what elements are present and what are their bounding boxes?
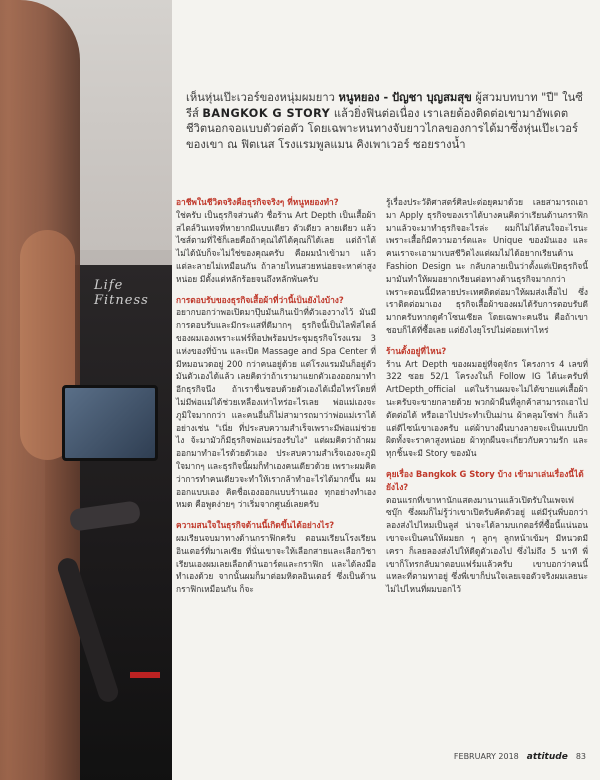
question-heading: ร้านตั้งอยู่ที่ไหน? [386, 345, 447, 356]
page-footer [454, 752, 586, 762]
answer-paragraph: ใช่ครับ เป็นธุรกิจส่วนตัว ชื่อร้าน Art Depth เป็นเสื้อผ้าสไตล์วินเทจที่หายากมีแบบเดียว ตัวเดียว ลายเดียว แล้วไซส์ตามที่ใช้ก็เลยคือถ้าคุณได้ได้คุณก็ได้เลย แต่ถ้าได้ไม่ได้นับก็จะไม่ใช่ของคุณครับ คือผมนำเข้ามา แล้วแต่ละลายไม่เหมือนกัน ถ้าลายไหนสวยหน่อยจะหาค่าสูงหน่อย มีตั้งแต่หลักร้อยจนถึงหลักพันครับ [176, 209, 376, 284]
intro-paragraph [186, 90, 586, 152]
question-heading: คุยเรื่อง Bangkok G Story บ้าง เข้ามาเล่นเรื่องนี้ได้ยังไง? [386, 468, 584, 492]
answer-paragraph: รู้เรื่องประวัติศาสตร์ศิลปะต่อยุคมาด้วย เลยสามารถเอามา Apply ธุรกิจของเราได้บางคนคิดว่าเรียนด้านกราฟิกมาแล้วจะมาทำธุรกิจอะไรล่ะ ผมก็ไม่ได้สนใจอะไรนะเพราะเสื้อก็มีความอาร์ตและ Unique ของมันเอง และคนเราจะเอามาเบสชีวิตไงแต่ผมไม่ได้อยากเรียนด้าน Fashion Design นะ กลับกลายเป็นว่าตั้งแต่เปิดธุรกิจนี้มามันทำให้ผมอยากเรียนต่อทางด้านธุรกิจมากกว่า เพราะตอนนี้มีหลายประเทศติดต่อมาให้ผมส่งเสื้อไป ซึ่งเราติดต่อมาเอง ธุรกิจเสื้อผ้าของผมได้รับการตอบรับดีมากครับหากดูคำโซนเซียล โดยเฉพาะคนจีน คือถ้าเขาชอบก็ได้ที่ซื้อเลย แต่ยังไงยุโรปไม่ค่อยเท่าไหร่ [386, 197, 588, 335]
intro-mid: ผู้สวมบทบาท "ปี" ในซีรีส์ [186, 91, 583, 120]
page-number: 83 [575, 752, 586, 761]
left-column [176, 196, 376, 596]
question-heading: อาชีพในชีวิตจริงคือธุรกิจจริงๆ ที่หนูหยองทำ? [176, 197, 339, 207]
question-heading: การตอบรับของธุรกิจเสื้อผ้าที่ว่านี้เป็นยังไงบ้าง? [176, 294, 344, 305]
intro-rest: แล้วยิ่งฟินต่อเนื่อง เราเลยต้องติดต่อเขามาอัพเดตชีวิตนอกจอแบบตัวต่อตัว โดยเฉพาะหนทางจับยาวไกลของการได้มาซึ่งหุ่นเป๊ะเวอร์ของเขา ณ ฟิตเนส โรงแรมพูลแมน คิงเพาเวอร์ ซอยรางน้ำ [186, 106, 579, 151]
treadmill-photo [0, 0, 172, 780]
magazine-name: attitude [526, 752, 568, 762]
treadmill-console [62, 385, 158, 461]
issue-date: FEBRUARY 2018 [453, 752, 519, 761]
interviewee-name: หนูหยอง - ปัญชา บุญสมสุข [338, 91, 472, 104]
question-heading: ความสนใจในธุรกิจด้านนี้เกิดขึ้นได้อย่างไร? [176, 520, 335, 531]
answer-paragraph: ตอนแรกที่เขาหานักแสดงมานานแล้วเปิดรับในเพจเฟซบุ๊ก ซึ่งผมก็ไม่รู้ว่าเขาเปิดรับคัดตัวอยู่ แต่มีรุ่นพี่บอกว่าลองส่งไปไหมเป็นลูส่ น่าจะได้ลามบเกตอร์ที่ซื้อนี้แน่นอน เขาจะเป็นคนให้ผมยก ๆ ลูกๆ ลูกหน้าเข้มๆ มีหนวดมีเครา ก็เลยลองส่งไปให้ดีดูตัวเองไป ซึ่งไม่ถึง 5 นาที พี่เขาก็โทรกลับมาตอบแฟร์มแล้วครับ เขาบอกว่าคนนี้แหละที่ตามหาอยู่ ซึ่งพี่เขาก็บ่นใจเลยเจอตัวจริงผมเลยนะ ไม่ไปไหนที่ผมบอกไว้ [386, 494, 588, 595]
intro-lead: เห็นหุ่นเป๊ะเวอร์ของหนุ่มผมยาว [186, 91, 335, 104]
answer-paragraph: ร้าน Art Depth ของผมอยู่ที่จตุจักร โครงการ 4 เลขที่ 322 ซอย 52/1 โครงงในก็ Follow IG ได้นะครับที่ ArtDepth_official แต่ในร้านผมจะไม่ได้ขายแค่เสื้อผ้านะครับจะขายกลายด้วย พวกผ้าผืนที่ลูกค้าสามารถเอาไปตัดต่อได้ หรือเอาไปประทำเป็นม่าน ผ้าคลุมโซฟา ก็แล้วแต่ดีไซน์เขาเองครับ แต่ผ้าบางผืนบางลายจะเป็นแบบปักผิดทั้งจะราคาสูงหน่อย ผ้าทุกผืนจะเกี่ยวกับความรัก และทุกชิ้นจะมี Story ของมัน [386, 358, 588, 459]
answer-paragraph: ผมเรียนจบมาทางด้านกราฟิกครับ ตอนมเรียนโรงเรียนอินเตอร์ที่มาเลเซีย ที่นั่นเขาจะให้เลือกสายและเลือกวิชาเรียนเองผมเลยเลือกด้านอาร์ตและกราฟิก และได้ลงมือทำเองด้วย จากนั้นผมก็มาต่อมหิดลอินเตอร์ ซึ่งเป็นด้านกราฟิกเหมือนกัน ก็จะ [176, 532, 376, 595]
right-column [386, 196, 588, 596]
treadmill-brand: Life Fitness [94, 278, 149, 308]
answer-paragraph: อยากบอกว่าพอเปิดมาปุ๊บมันเกินเป้าที่ตัวเองวางไว้ มันมีการตอบรับและมีกระแสที่ดีมากๆ ธุรกิจนี้เป็นไลฟ์สไตล์ของผมเองเพราะแฟร์ท็อปพร้อมประชุมธุรกิจโรงแรม 3 แห่งของที่บ้าน และเปิด Massage and Spa Center ที่มีหมอนวดอยู่ 200 กว่าคนอยู่ด้วย แต่โรงแรมมันก็อยู่ตัวมันตัวเองได้แล้ว เลยคิดว่าถ้าเรามาแยกตัวเองออกมาทำอีกธุรกิจนึง ถ้าเราชื่นชอบด้วยตัวเองได้เมื่อไหร่โดยที่ไม่มีพ่อแม่ได้ช่วยเหลืองเท่าไหร่อะไรเลย พ่อแม่เองจะภูมิใจมากกว่า และคนอื่นก็ไม่สามารถมาว่าพ่อแม่เราได้ อย่างเช่น "เนี่ย ที่ประสบความสำเร็จเพราะมีพ่อแม่ช่วยไง จ้ะมามัวก็มีธุรกิจพ่อแม่รองรับไง" แต่ผมคิดว่าถ้าผมออกมาทำอะไรด้วยตัวเอง ประสบความสำเร็จเองจะภูมิใจมากๆ และธุรกิจนี้ผมก็ทำเองคนเดียวด้วย เพราะผมคิดว่าการทำคนเดียวจะทำให้เรากล้าทำอะไรได้มากขึ้น ผมออกแบบเอง คิดชื่อเองออกแบบร้านเอง ทุกอย่างทำเองหมด คือพูดง่ายๆ ว่าเริ่มจากศูนย์เลยครับ [176, 307, 376, 510]
red-accent [130, 672, 160, 678]
series-name: BANGKOK G STORY [202, 106, 331, 120]
